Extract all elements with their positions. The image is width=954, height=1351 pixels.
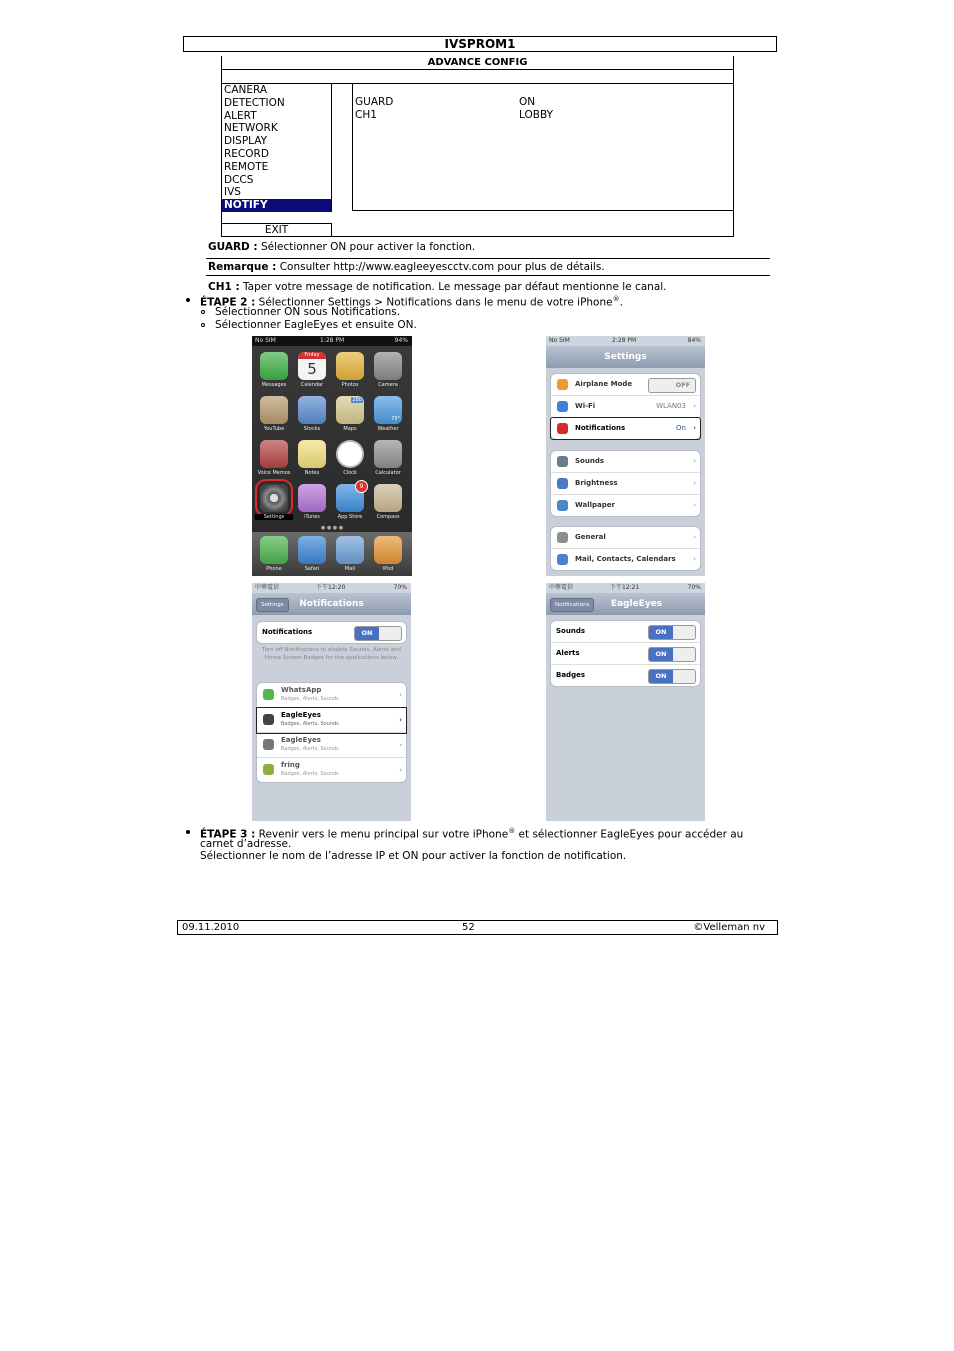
iphone-notifications-screen [252,583,411,821]
notification-apps-group [256,682,407,783]
app-sub: Badges, Alerts, Sounds [281,721,339,727]
sub-bullet-icon [201,323,205,327]
toggle-on-label: ON [649,626,673,639]
settings-group [550,526,701,571]
step3-line2: carnet d’adresse. [200,838,292,850]
weather-app-icon[interactable] [374,396,402,424]
dvr-menu-item-notify[interactable]: NOTIFY [222,199,331,212]
fring-icon [263,764,274,775]
status-bar [546,583,705,593]
remark-top-rule [206,258,770,259]
eagleeyes-row-sounds[interactable] [551,621,700,643]
status-bar [252,583,411,593]
eagleeyes-icon [263,714,274,725]
settings-row-brightness[interactable] [551,473,700,495]
row-label: Alerts [556,649,580,657]
dvr-setting-key: CH1 [355,109,377,121]
weather-app-label: Weather [377,426,399,432]
back-button[interactable]: Notifications [550,598,594,612]
dvr-menu-item-detection[interactable]: DETECTION [224,96,285,109]
chevron-right-icon: › [693,457,696,465]
badges-toggle[interactable] [648,669,696,684]
page-footer [177,920,778,935]
footer-copyright: ©Velleman nv [693,922,765,933]
eagleeyes-toggle-group [550,620,701,687]
back-button[interactable]: Settings [256,598,289,612]
app-row-fring[interactable] [257,758,406,782]
chevron-right-icon: › [693,402,696,410]
mail-dock-label: Mail [344,566,356,572]
iphone-settings-screen [546,336,705,576]
carrier: No SIM [255,337,276,344]
phone-dock-label: Phone [266,566,282,572]
page-header: IVSPROM1 [183,36,777,52]
nav-title: Settings [546,346,705,368]
settings-row-notifications[interactable] [551,418,700,439]
dvr-menu-item-remote[interactable]: REMOTE [224,160,269,173]
settings-row-general[interactable] [551,527,700,549]
settings-app-icon[interactable] [260,484,288,512]
battery: 70% [393,584,407,591]
step2-end: . [619,296,623,309]
airplane-toggle[interactable] [648,378,696,393]
photos-app-icon[interactable] [336,352,364,380]
battery: 70% [687,584,701,591]
eagleeyes-row-badges[interactable] [551,665,700,686]
maps-app-label: Maps [343,426,357,432]
alerts-toggle[interactable] [648,647,696,662]
clock-time: 1:28 PM [320,337,345,344]
dvr-exit-button[interactable]: EXIT [221,223,332,237]
notifications-toggle-group [256,621,407,644]
dvr-menu-list [221,84,332,212]
ipod-dock-icon[interactable] [374,536,402,564]
dvr-menu-item-record[interactable]: RECORD [224,147,269,160]
dvr-menu-item-network[interactable]: NETWORK [224,122,278,135]
step2-sub2: Sélectionner EagleEyes et ensuite ON. [215,319,417,331]
app-row-whatsapp[interactable] [257,683,406,708]
itunes-app-label: iTunes [304,514,320,520]
camera-app-icon[interactable] [374,352,402,380]
youtube-app-icon[interactable] [260,396,288,424]
calendar-day-label: Friday [298,352,326,359]
app-name: WhatsApp [281,686,322,694]
app-store-badge: 9 [355,480,368,493]
settings-row-airplane-mode[interactable] [551,374,700,396]
registered-mark: ® [612,295,620,303]
step2-sub1: Sélectionner ON sous Notifications. [215,306,401,318]
dvr-settings-panel [352,84,734,211]
carrier: No SIM [549,337,570,344]
stocks-app-label: Stocks [303,426,321,432]
battery: 84% [687,337,701,344]
eagleeyes-row-alerts[interactable] [551,643,700,665]
chevron-right-icon: › [693,479,696,487]
row-label: Wallpaper [575,501,615,509]
settings-row-mail[interactable] [551,549,700,570]
ch1-text: Taper votre message de notification. Le message par défaut mentionne le canal. [239,281,667,293]
registered-mark: ® [508,827,516,835]
calendar-app-icon[interactable] [298,352,326,380]
step3-line3: Sélectionner le nom de l’adresse IP et ON pour activer la fonction de notification. [200,850,627,862]
eagleeyes-icon [263,739,274,750]
whatsapp-icon [263,689,274,700]
clock-app-label: Clock [343,470,357,476]
dvr-setting-value[interactable]: LOBBY [519,109,553,121]
phone-dock-icon[interactable] [260,536,288,564]
safari-dock-icon[interactable] [298,536,326,564]
settings-app-label: Settings [255,514,293,520]
dvr-menu-item-dccs[interactable]: DCCS [224,173,254,186]
chevron-right-icon: › [693,555,696,563]
app-store-app-icon[interactable] [336,484,364,512]
dvr-menu-item-canera[interactable]: CANERA [224,84,268,96]
notes-app-label: Notes [304,470,320,476]
calendar-app-label: Calendar [300,382,324,388]
dvr-setting-row[interactable] [355,109,725,122]
row-label: Brightness [575,479,618,487]
app-name: EagleEyes [281,736,321,744]
footer-date: 09.11.2010 [182,922,240,933]
row-label: Wi-Fi [575,402,596,410]
compass-app-label: Compass [376,514,400,520]
sounds-toggle[interactable] [648,625,696,640]
compass-app-icon[interactable] [374,484,402,512]
toggle-off-label: OFF [675,381,691,389]
footer-page-number: 52 [462,922,475,933]
voice-memos-app-label: Voice Memos [257,470,291,476]
settings-row-wifi[interactable] [551,396,700,418]
dvr-setting-row[interactable] [355,96,725,109]
row-label: Sounds [556,627,585,635]
guard-paragraph [208,241,475,254]
calendar-date-label: 5 [307,360,317,378]
notifications-icon [557,423,568,434]
chevron-right-icon: › [693,533,696,541]
dvr-blank-row [221,70,734,84]
ipod-dock-label: iPod [382,566,394,572]
dock [252,532,412,576]
notifications-note: Turn off Notifications to disable Sounds, Alerts and Home Screen Badges for the applications below. [262,647,401,661]
guard-text: Sélectionner ON pour activer la fonction. [257,241,476,253]
sub-bullet-icon [201,310,205,314]
status-bar [546,336,705,346]
settings-row-wallpaper[interactable] [551,495,700,516]
carrier: 中華電信 [549,584,574,591]
sounds-icon [557,456,568,467]
ch1-label: CH1 : [208,281,240,293]
photos-app-label: Photos [341,382,359,388]
messages-app-icon[interactable] [260,352,288,380]
app-name: EagleEyes [281,711,321,719]
clock-time: 2:28 PM [612,337,637,344]
guard-label: GUARD : [208,241,258,253]
row-value: WLAN03 [656,402,686,410]
itunes-app-icon[interactable] [298,484,326,512]
notes-app-icon[interactable] [298,440,326,468]
voice-memos-app-icon[interactable] [260,440,288,468]
bullet-icon [186,298,190,302]
step3-label: ÉTAPE 3 : [200,828,256,841]
calculator-app-label: Calculator [375,470,401,476]
remark-bottom-rule [206,275,770,276]
app-sub: Badges, Alerts, Sounds [281,771,339,777]
calculator-app-icon[interactable] [374,440,402,468]
chevron-right-icon: › [399,691,402,699]
dvr-menu-item-display[interactable]: DISPLAY [224,135,268,148]
row-label: Badges [556,671,585,679]
dvr-menu-item-ivs[interactable]: IVS [224,186,241,199]
app-store-app-label: App Store [337,514,363,520]
nav-bar [546,593,705,615]
dvr-setting-value[interactable]: ON [519,96,536,108]
iphone-eagleeyes-screen [546,583,705,821]
mail-icon [557,554,568,565]
dvr-menu-item-alert[interactable]: ALERT [224,109,257,122]
row-label: Airplane Mode [575,380,633,388]
notifications-toggle[interactable] [354,626,402,641]
messages-app-label: Messages [261,382,287,388]
general-icon [557,532,568,543]
iphone-home-screen [252,336,412,576]
maps-shield-label: 280 [352,397,362,403]
toggle-on-label: ON [355,627,379,640]
chevron-right-icon: › [693,501,696,509]
chevron-right-icon: › [693,424,696,432]
dvr-menu-title: ADVANCE CONFIG [221,56,734,70]
settings-group [550,373,701,440]
nav-bar [252,593,411,615]
settings-row-sounds[interactable] [551,451,700,473]
row-value: On [676,424,686,432]
nav-title: Notifications [299,599,364,609]
step3-text2: et sélectionner EagleEyes pour accéder au [515,828,744,841]
weather-temp-label: 73° [391,416,400,422]
safari-dock-label: Safari [304,566,320,572]
settings-group [550,450,701,517]
step2-label: ÉTAPE 2 : [200,296,256,309]
chevron-right-icon: › [399,766,402,774]
chevron-right-icon: › [399,741,402,749]
row-label: Notifications [262,628,313,636]
toggle-on-label: ON [649,648,673,661]
remark-label: Remarque : [208,261,277,273]
app-sub: Badges, Alerts, Sounds [281,746,339,752]
toggle-on-label: ON [649,670,673,683]
row-label: General [575,533,606,541]
row-label: Notifications [575,424,626,432]
row-label: Sounds [575,457,604,465]
clock-app-icon[interactable] [336,440,364,468]
remark-paragraph [208,261,605,274]
wifi-icon [557,401,568,412]
notifications-main-row[interactable] [257,622,406,643]
youtube-app-label: YouTube [263,426,285,432]
app-name: fring [281,761,300,769]
airplane-icon [557,379,568,390]
carrier: 中華電信 [255,584,280,591]
chevron-right-icon: › [399,716,402,724]
bullet-icon [186,830,190,834]
app-row-eagleeyes-2[interactable] [257,733,406,758]
mail-dock-icon[interactable] [336,536,364,564]
row-label: Mail, Contacts, Calendars [575,555,676,563]
brightness-icon [557,478,568,489]
page-dots-icon: ● ● ● ● [320,525,344,531]
app-row-eagleeyes[interactable] [257,708,406,733]
maps-app-icon[interactable] [336,396,364,424]
wallpaper-icon [557,500,568,511]
clock-time: 下午12:20 [316,584,346,591]
step3-text: Revenir vers le menu principal sur votre iPhone [255,828,509,841]
battery: 94% [394,337,408,344]
dvr-setting-key: GUARD [355,96,394,108]
remark-text: Consulter http://www.eagleeyescctv.com pour plus de détails. [276,261,605,273]
app-sub: Badges, Alerts, Sounds [281,696,339,702]
status-bar [252,336,412,346]
camera-app-label: Camera [378,382,398,388]
step2-text: Sélectionner Settings > Notifications dans le menu de votre iPhone [255,296,613,309]
nav-title: EagleEyes [610,599,663,609]
clock-time: 下午12:21 [610,584,640,591]
stocks-app-icon[interactable] [298,396,326,424]
